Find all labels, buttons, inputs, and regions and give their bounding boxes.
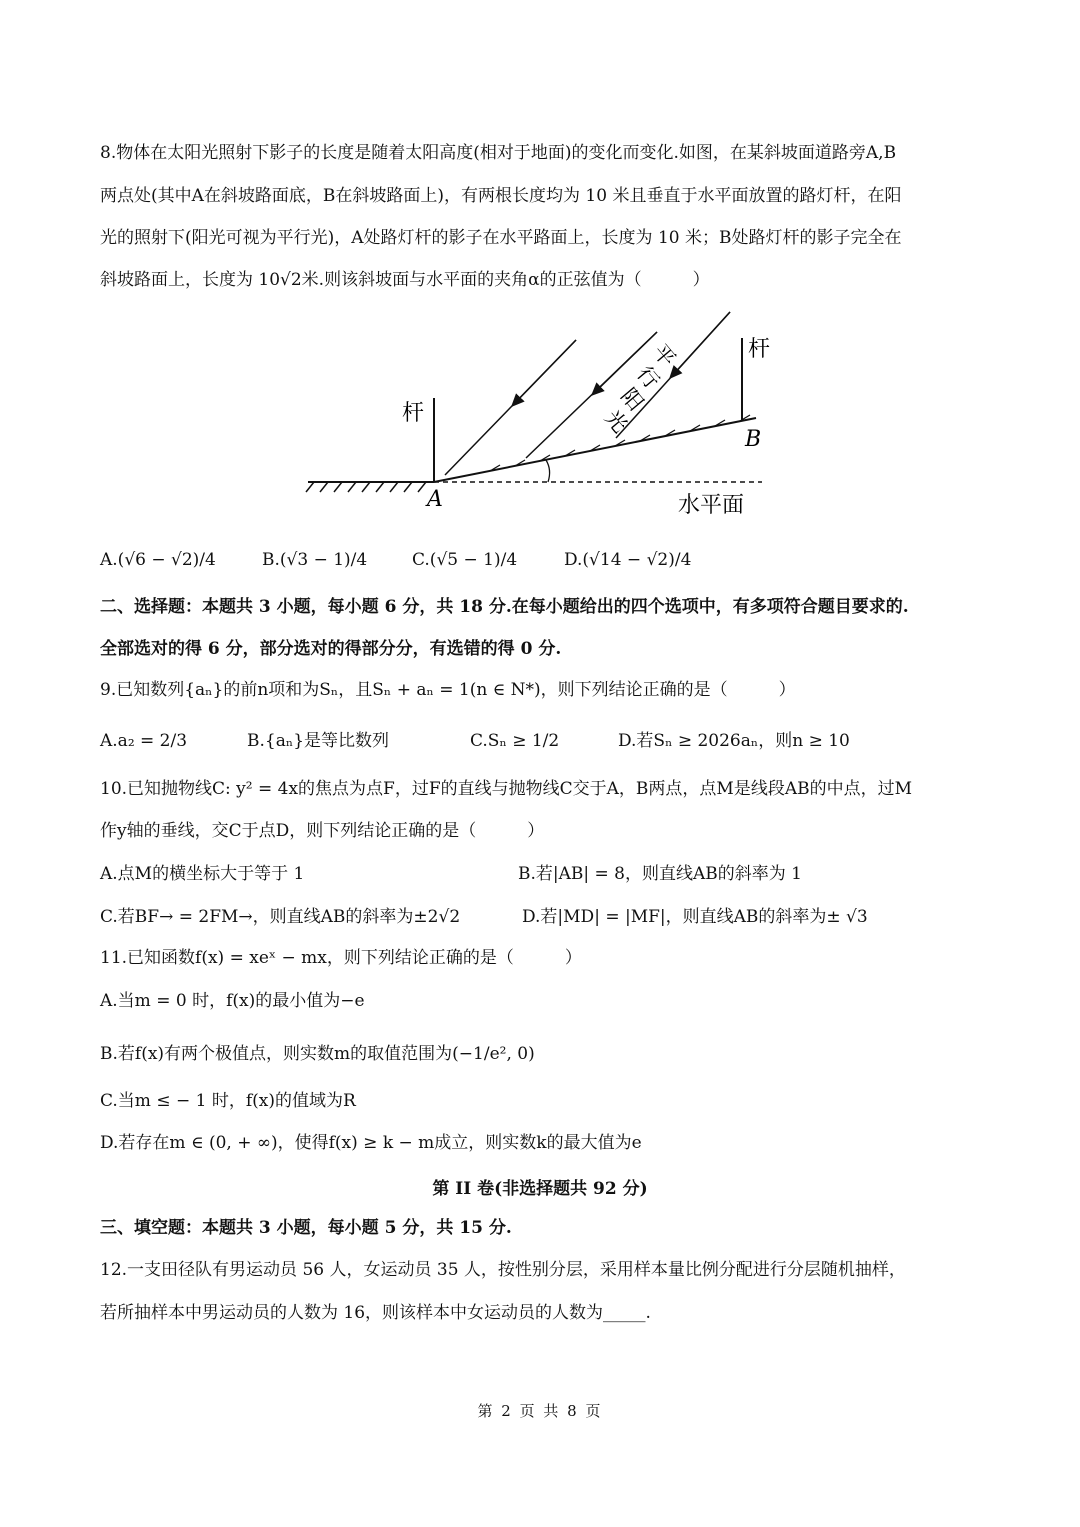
q8-option-b[interactable]: B.(√3 − 1)/4 bbox=[262, 550, 368, 570]
pole-left-label: 杆 bbox=[402, 401, 425, 426]
q9-option-c[interactable]: C.Sₙ ≥ 1/2 bbox=[470, 731, 560, 751]
sun-char-3: 阳 bbox=[616, 383, 649, 416]
section2-line-2: 全部选对的得 6 分，部分选对的得部分分，有选错的得 0 分. bbox=[100, 639, 562, 659]
page-footer: 第 2 页 共 8 页 bbox=[477, 1402, 603, 1420]
q9-stem: 9.已知数列{aₙ}的前n项和为Sₙ，且Sₙ + aₙ = 1(n ∈ N*)，则下列结论正确的是（ ） bbox=[100, 680, 796, 700]
sun-ray-3-arrow bbox=[670, 312, 730, 378]
q8-option-c[interactable]: C.(√5 − 1)/4 bbox=[412, 550, 518, 570]
q10-option-b[interactable]: B.若|AB| = 8，则直线AB的斜率为 1 bbox=[518, 864, 802, 884]
slope-line bbox=[434, 418, 756, 482]
point-a-label: A bbox=[427, 487, 443, 512]
q12-line-2: 若所抽样本中男运动员的人数为 16，则该样本中女运动员的人数为_____. bbox=[100, 1303, 651, 1323]
point-b-label: B bbox=[745, 427, 762, 452]
q9-option-b[interactable]: B.{aₙ}是等比数列 bbox=[247, 731, 390, 751]
section3-title: 三、填空题：本题共 3 小题，每小题 5 分，共 15 分. bbox=[100, 1218, 512, 1238]
q8-option-a[interactable]: A.(√6 − √2)/4 bbox=[100, 550, 216, 570]
q11-option-c[interactable]: C.当m ≤ − 1 时，f(x)的值域为R bbox=[100, 1091, 356, 1111]
part2-title: 第 II 卷(非选择题共 92 分) bbox=[432, 1179, 648, 1199]
q11-option-d[interactable]: D.若存在m ∈ (0, + ∞)，使得f(x) ≥ k − m成立，则实数k的最大值为e bbox=[100, 1133, 642, 1153]
q9-option-a[interactable]: A.a₂ = 2/3 bbox=[100, 731, 188, 751]
q8-line-3: 光的照射下(阳光可视为平行光)，A处路灯杆的影子在水平路面上，长度为 10 米；B处路灯杆的影子完全在 bbox=[100, 228, 902, 248]
ground-label: 水平面 bbox=[678, 493, 745, 518]
q12-line-1: 12.一支田径队有男运动员 56 人，女运动员 35 人，按性别分层，采用样本量比例分配进行分层随机抽样， bbox=[100, 1260, 906, 1280]
q10-line-2: 作y轴的垂线，交C于点D，则下列结论正确的是（ ） bbox=[100, 821, 545, 841]
q11-stem: 11.已知函数f(x) = xeˣ − mx，则下列结论正确的是（ ） bbox=[100, 948, 582, 968]
q10-option-c[interactable]: C.若BF→ = 2FM→，则直线AB的斜率为±2√2 bbox=[100, 907, 461, 927]
q11-option-b[interactable]: B.若f(x)有两个极值点，则实数m的取值范围为(−1/e², 0) bbox=[100, 1044, 535, 1064]
sun-char-2: 行 bbox=[632, 361, 665, 394]
ground-hatch bbox=[306, 482, 426, 492]
q8-line-2: 两点处(其中A在斜坡路面底，B在斜坡路面上)，有两根长度均为 10 米且垂直于水平面放置的路灯杆，在阳 bbox=[100, 186, 902, 206]
sun-ray-1-arrow bbox=[512, 340, 576, 406]
q8-slope-figure bbox=[290, 310, 790, 525]
q10-option-d[interactable]: D.若|MD| = |MF|，则直线AB的斜率为± √3 bbox=[522, 907, 868, 927]
q8-line-1: 8.物体在太阳光照射下影子的长度是随着太阳高度(相对于地面)的变化而变化.如图，在某斜坡面道路旁A,B bbox=[100, 143, 897, 163]
q9-option-d[interactable]: D.若Sₙ ≥ 2026aₙ，则n ≥ 10 bbox=[618, 731, 850, 751]
q11-option-a[interactable]: A.当m = 0 时，f(x)的最小值为−e bbox=[100, 991, 365, 1011]
q10-option-a[interactable]: A.点M的横坐标大于等于 1 bbox=[100, 864, 305, 884]
angle-arc bbox=[546, 460, 550, 482]
sun-label bbox=[600, 340, 680, 438]
pole-right-label: 杆 bbox=[748, 337, 771, 362]
q8-option-d[interactable]: D.(√14 − √2)/4 bbox=[564, 550, 692, 570]
sun-char-1: 平 bbox=[648, 339, 681, 372]
q10-line-1: 10.已知抛物线C: y² = 4x的焦点为点F，过F的直线与抛物线C交于A，B两点，点M是线段AB的中点，过M bbox=[100, 779, 912, 799]
q8-line-4: 斜坡路面上，长度为 10√2米.则该斜坡面与水平面的夹角α的正弦值为（ ） bbox=[100, 270, 710, 290]
sun-char-4: 光 bbox=[600, 405, 633, 438]
section2-line-1: 二、选择题：本题共 3 小题，每小题 6 分，共 18 分.在每小题给出的四个选项中，有多项符合题目要求的. bbox=[100, 597, 909, 617]
